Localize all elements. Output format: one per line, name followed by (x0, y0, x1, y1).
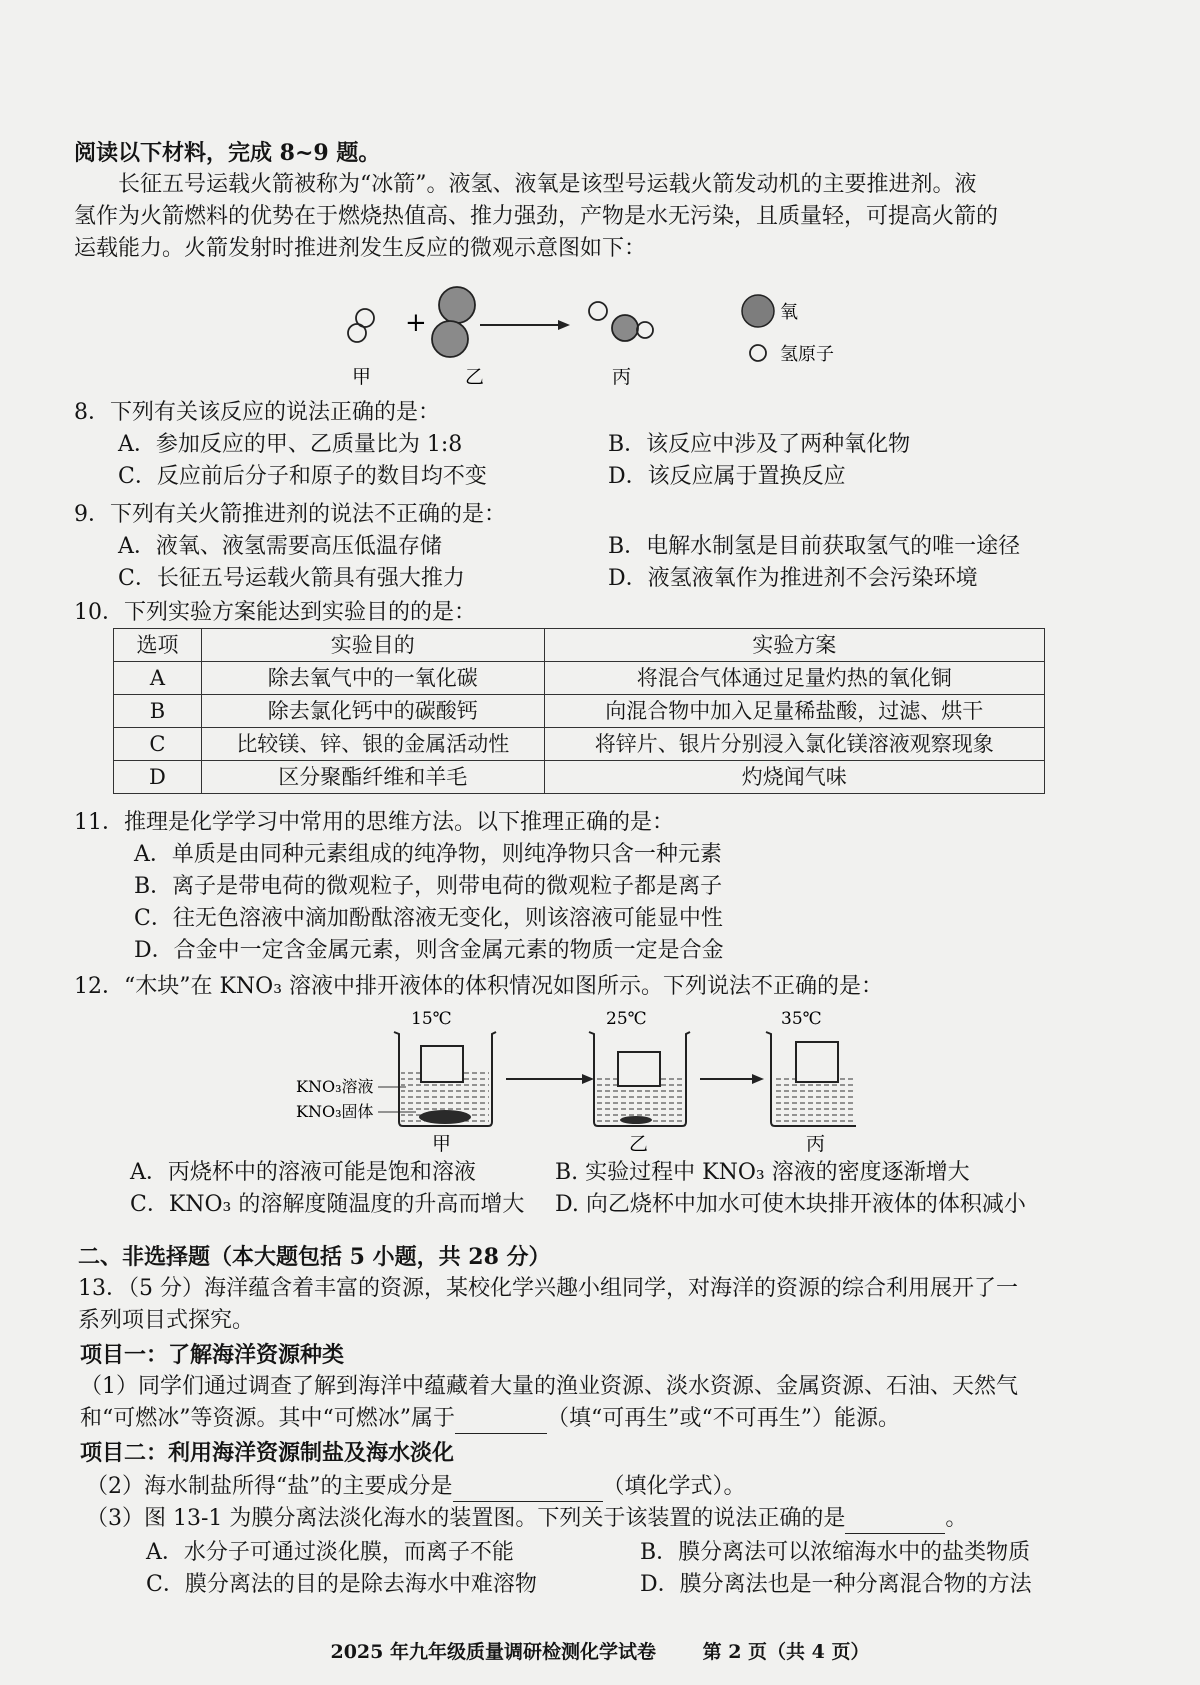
q9-stem: 9．下列有关火箭推进剂的说法不正确的是： (74, 502, 506, 527)
q9-option-b: B．电解水制氢是目前获取氢气的唯一途径 (608, 534, 1021, 559)
q11-stem: 11．推理是化学学习中常用的思维方法。以下推理正确的是： (74, 810, 674, 835)
beaker-diagram (296, 1004, 856, 1154)
table-cell: A (114, 662, 202, 695)
table-cell: 将混合气体通过足量灼热的氧化铜 (544, 662, 1044, 695)
legend (742, 295, 834, 365)
table-cell: B (114, 695, 202, 728)
experiment-table (113, 628, 1045, 794)
beaker-label-yi: 乙 (629, 1133, 649, 1154)
table-header-plan: 实验方案 (544, 629, 1044, 662)
project2-heading: 项目二：利用海洋资源制盐及海水淡化 (80, 1440, 455, 1466)
label-kno3-solution: KNO₃溶液 (296, 1077, 374, 1096)
q13-line-1: 13．（5 分）海洋蕴含着丰富的资源，某校化学兴趣小组同学，对海洋的资源的综合利用展开了一 (78, 1276, 1018, 1301)
molecule-bing (589, 302, 653, 341)
table-row (114, 695, 1045, 728)
plus-sign: + (405, 308, 427, 338)
table-cell: 区分聚酯纤维和羊毛 (201, 761, 544, 794)
table-header-option: 选项 (114, 629, 202, 662)
answer-blank-3[interactable] (845, 1511, 945, 1534)
q11-option-b: B．离子是带电荷的微观粒子，则带电荷的微观粒子都是离子 (134, 874, 723, 899)
q8-option-d: D．该反应属于置换反应 (608, 464, 846, 489)
q8-option-b: B．该反应中涉及了两种氧化物 (608, 432, 911, 457)
label-jia: 甲 (352, 366, 372, 388)
table-row (114, 662, 1045, 695)
beaker-jia (394, 1032, 496, 1126)
p2-text-b: （填化学式）。 (602, 1474, 746, 1499)
table-cell: 将锌片、银片分别浸入氯化镁溶液观察现象 (544, 728, 1044, 761)
footer-page-number: 第 2 页（共 4 页） (702, 1641, 870, 1663)
legend-oxygen-label: 氧 (780, 302, 798, 323)
table-cell: C (114, 728, 202, 761)
q9-option-d: D．液氢液氧作为推进剂不会污染环境 (608, 566, 978, 591)
passage-line-2: 氢作为火箭燃料的优势在于燃烧热值高、推力强劲，产物是水无污染，且质量轻，可提高火箭的 (74, 204, 999, 229)
p3-option-a: A．水分子可通过淡化膜，而离子不能 (146, 1540, 514, 1565)
label-bing: 丙 (612, 366, 632, 388)
reaction-diagram (340, 275, 860, 393)
table-header-row (114, 629, 1045, 662)
project1-heading: 项目一：了解海洋资源种类 (80, 1342, 345, 1368)
p2-text-a: （2）海水制盐所得“盐”的主要成分是 (86, 1474, 453, 1499)
footer-exam-title: 2025 年九年级质量调研检测化学试卷 (330, 1641, 656, 1663)
p3-line (86, 1504, 967, 1534)
table-row (114, 761, 1045, 794)
table-header-purpose: 实验目的 (201, 629, 544, 662)
p1-line-1: （1）同学们通过调查了解到海洋中蕴藏着大量的渔业资源、淡水资源、金属资源、石油、天然气 (80, 1374, 1019, 1399)
p2-line (86, 1472, 746, 1502)
section2-title: 二、非选择题（本大题包括 5 小题，共 28 分） (78, 1244, 551, 1270)
table-cell: 除去氧气中的一氧化碳 (201, 662, 544, 695)
q9-option-c: C．长征五号运载火箭具有强大推力 (118, 566, 465, 591)
answer-blank-2[interactable] (453, 1479, 603, 1502)
q8-option-a: A．参加反应的甲、乙质量比为 1:8 (118, 432, 463, 457)
table-cell: 灼烧闻气味 (544, 761, 1044, 794)
q8-stem: 8．下列有关该反应的说法正确的是： (74, 400, 440, 425)
temp-35: 35℃ (781, 1009, 822, 1029)
beaker-yi (589, 1032, 690, 1126)
p1-line-2-text-b: （填“可再生”或“不可再生”）能源。 (547, 1406, 900, 1431)
molecule-jia (348, 309, 374, 342)
q11-option-c: C．往无色溶液中滴加酚酞溶液无变化，则该溶液可能显中性 (134, 906, 723, 931)
table-cell: 除去氯化钙中的碳酸钙 (201, 695, 544, 728)
table-row (114, 728, 1045, 761)
label-yi: 乙 (465, 366, 485, 388)
p3-option-d: D．膜分离法也是一种分离混合物的方法 (640, 1572, 1032, 1597)
q13-line-2: 系列项目式探究。 (78, 1308, 255, 1333)
q12-option-a: A．丙烧杯中的溶液可能是饱和溶液 (130, 1160, 476, 1185)
passage-line-3: 运载能力。火箭发射时推进剂发生反应的微观示意图如下： (74, 236, 647, 261)
q12-option-b: B. 实验过程中 KNO₃ 溶液的密度逐渐增大 (555, 1160, 970, 1185)
legend-hydrogen-label: 氢原子 (780, 344, 834, 365)
beaker-bing (766, 1032, 856, 1126)
oxygen-atom-icon (742, 295, 774, 327)
molecule-yi (432, 287, 475, 357)
p3-option-c: C．膜分离法的目的是除去海水中难溶物 (146, 1572, 537, 1597)
p3-text-b: 。 (945, 1506, 968, 1531)
q11-option-a: A．单质是由同种元素组成的纯净物，则纯净物只含一种元素 (134, 842, 722, 867)
answer-blank-1[interactable] (455, 1411, 547, 1434)
table-cell: 向混合物中加入足量稀盐酸，过滤、烘干 (544, 695, 1044, 728)
q12-option-d: D. 向乙烧杯中加水可使木块排开液体的体积减小 (555, 1192, 1026, 1217)
q9-option-a: A．液氧、液氢需要高压低温存储 (118, 534, 442, 559)
table-cell: 比较镁、锌、银的金属活动性 (201, 728, 544, 761)
q12-stem: 12．“木块”在 KNO₃ 溶液中排开液体的体积情况如图所示。下列说法不正确的是： (74, 974, 884, 999)
temp-15: 15℃ (411, 1009, 452, 1029)
beaker-label-bing: 丙 (806, 1133, 826, 1154)
temp-25: 25℃ (606, 1009, 647, 1029)
hydrogen-atom-icon (750, 345, 766, 361)
p1-line-2 (80, 1404, 900, 1434)
table-cell: D (114, 761, 202, 794)
reading-intro: 阅读以下材料，完成 8~9 题。 (74, 140, 381, 166)
q8-option-c: C．反应前后分子和原子的数目均不变 (118, 464, 487, 489)
beaker-label-jia: 甲 (432, 1133, 452, 1154)
q11-option-d: D．合金中一定含金属元素，则含金属元素的物质一定是合金 (134, 938, 724, 963)
p1-line-2-text-a: 和“可燃冰”等资源。其中“可燃冰”属于 (80, 1406, 455, 1431)
label-kno3-solid: KNO₃固体 (296, 1102, 374, 1121)
p3-text-a: （3）图 13-1 为膜分离法淡化海水的装置图。下列关于该装置的说法正确的是 (86, 1506, 846, 1531)
p3-option-b: B．膜分离法可以浓缩海水中的盐类物质 (640, 1540, 1031, 1565)
q12-option-c: C．KNO₃ 的溶解度随温度的升高而增大 (130, 1192, 525, 1217)
page-footer (0, 1637, 1200, 1664)
passage-line-1: 长征五号运载火箭被称为“冰箭”。液氢、液氧是该型号运载火箭发动机的主要推进剂。液 (118, 172, 977, 197)
q10-stem: 10．下列实验方案能达到实验目的的是： (74, 600, 476, 625)
